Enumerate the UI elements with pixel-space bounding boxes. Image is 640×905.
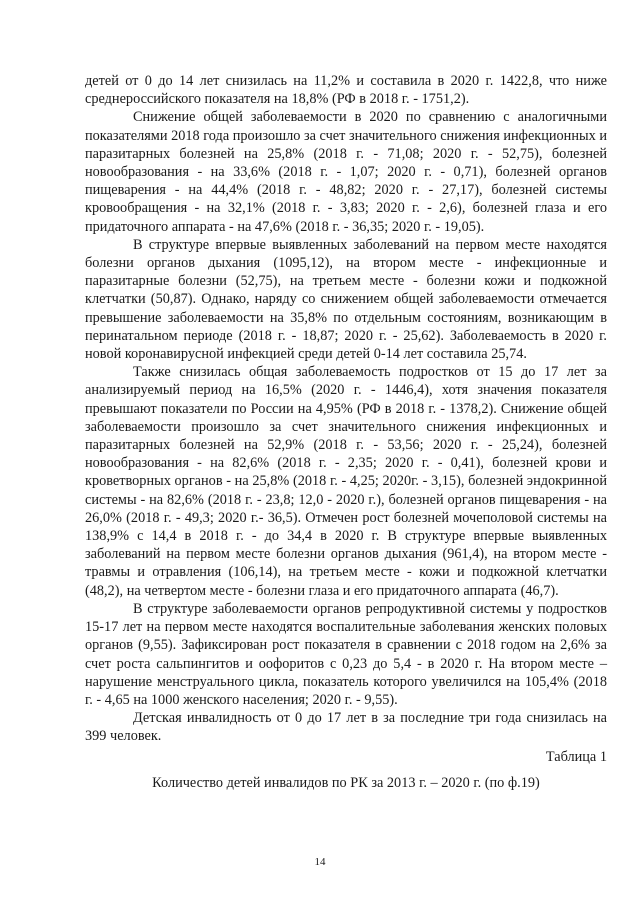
paragraph-adolescent-morbidity: Также снизилась общая заболеваемость подростков от 15 до 17 лет за анализируемый период на 16,5% (2020 г. - 1446,4), хотя значения показателя превышают показатели по России на 4,95% (РФ в 2018 г. - 1378,2). Снижение общей заболеваемости произошло за счет значительного снижения инфекционных и паразитарных болезней на 52,9% (2018 г. - 53,56; 2020 г. - 25,24), болезней новообразования - на 82,6% (2018 г. - 2,35; 2020 г. - 0,41), болезней крови и кроветворных органов - на 25,8% (2018 г. - 4,25; 2020г. - 3,15), болезней эндокринной системы - на 82,6% (2018 г. - 23,8; 12,0 - 2020 г.), болезней органов пищеварения - на 26,0% (2018 г. - 49,3; 2020 г.- 36,5). Отмечен рост болезней мочеполовой системы на 138,9% с 14,4 в 2018 г. - до 34,4 в 2020 г. В структуре впервые выявленных заболеваний на первом месте болезни органов дыхания (961,4), на втором месте - травмы и отравления (106,14), на третьем месте - кожи и подкожной клетчатки (48,2), на четвертом месте - болезни глаза и его придаточного аппарата (46,7). bbox=[85, 364, 607, 599]
paragraph-general-morbidity: Снижение общей заболеваемости в 2020 по сравнению с аналогичными показателями 2018 года произошло за счет значительного снижения инфекционных и паразитарных болезней на 25,8% (2018 г. - 71,08; 2020 г. - 52,75), болезней новообразования - на 33,6% (2018 г. - 1,07; 2020 г. - 0,71), болезней органов пищеварения - на 44,4% (2018 г. - 48,82; 2020 г. - 27,17), болезней системы кровообращения - на 32,1% (2018 г. - 3,83; 2020 г. - 2,6), болезней глаза и его придаточного аппарата - на 47,6% (2018 г. - 36,35; 2020 г. - 19,05). bbox=[85, 109, 607, 235]
paragraph-reproductive-system: В структуре заболеваемости органов репродуктивной системы у подростков 15-17 лет на первом месте находятся воспалительные заболевания женских половых органов (9,55). Зафиксирован рост показателя в сравнении с 2018 годом на 2,6% за счет роста сальпингитов и оофоритов с 0,23 до 5,4 - в 2020 г. На втором месте – нарушение менструального цикла, показатель которого увеличился на 105,4% (2018 г. - 4,65 на 1000 женского населения; 2020 г. - 9,55). bbox=[85, 600, 607, 708]
paragraph-new-diseases-structure: В структуре впервые выявленных заболеваний на первом месте находятся болезни органов дыхания (1095,12), на втором месте - инфекционные и паразитарные болезни (52,75), на третьем месте - болезни кожи и подкожной клетчатки (50,87). Однако, наряду со снижением общей заболеваемости отмечается превышение заболеваемости на 35,8% по отдельным состояниям, возникающим в перинатальном периоде (2018 г. - 18,87; 2020 г. - 25,62). Заболеваемость в 2020 г. новой коронавирусной инфекцией среди детей 0-14 лет составила 25,74. bbox=[85, 236, 607, 363]
paragraph-child-disability: Детская инвалидность от 0 до 17 лет в за последние три года снизилась на 399 человек. bbox=[85, 710, 607, 745]
table-caption: Количество детей инвалидов по РК за 2013 г. – 2020 г. (по ф.19) bbox=[152, 774, 540, 791]
table-label: Таблица 1 bbox=[545, 748, 607, 765]
page-body bbox=[85, 72, 607, 792]
paragraph-continuation: детей от 0 до 14 лет снизилась на 11,2% и составила в 2020 г. 1422,8, что ниже среднероссийского показателя на 18,8% (РФ в 2018 г. - 1751,2). bbox=[85, 73, 607, 108]
page-number: 14 bbox=[314, 856, 326, 868]
